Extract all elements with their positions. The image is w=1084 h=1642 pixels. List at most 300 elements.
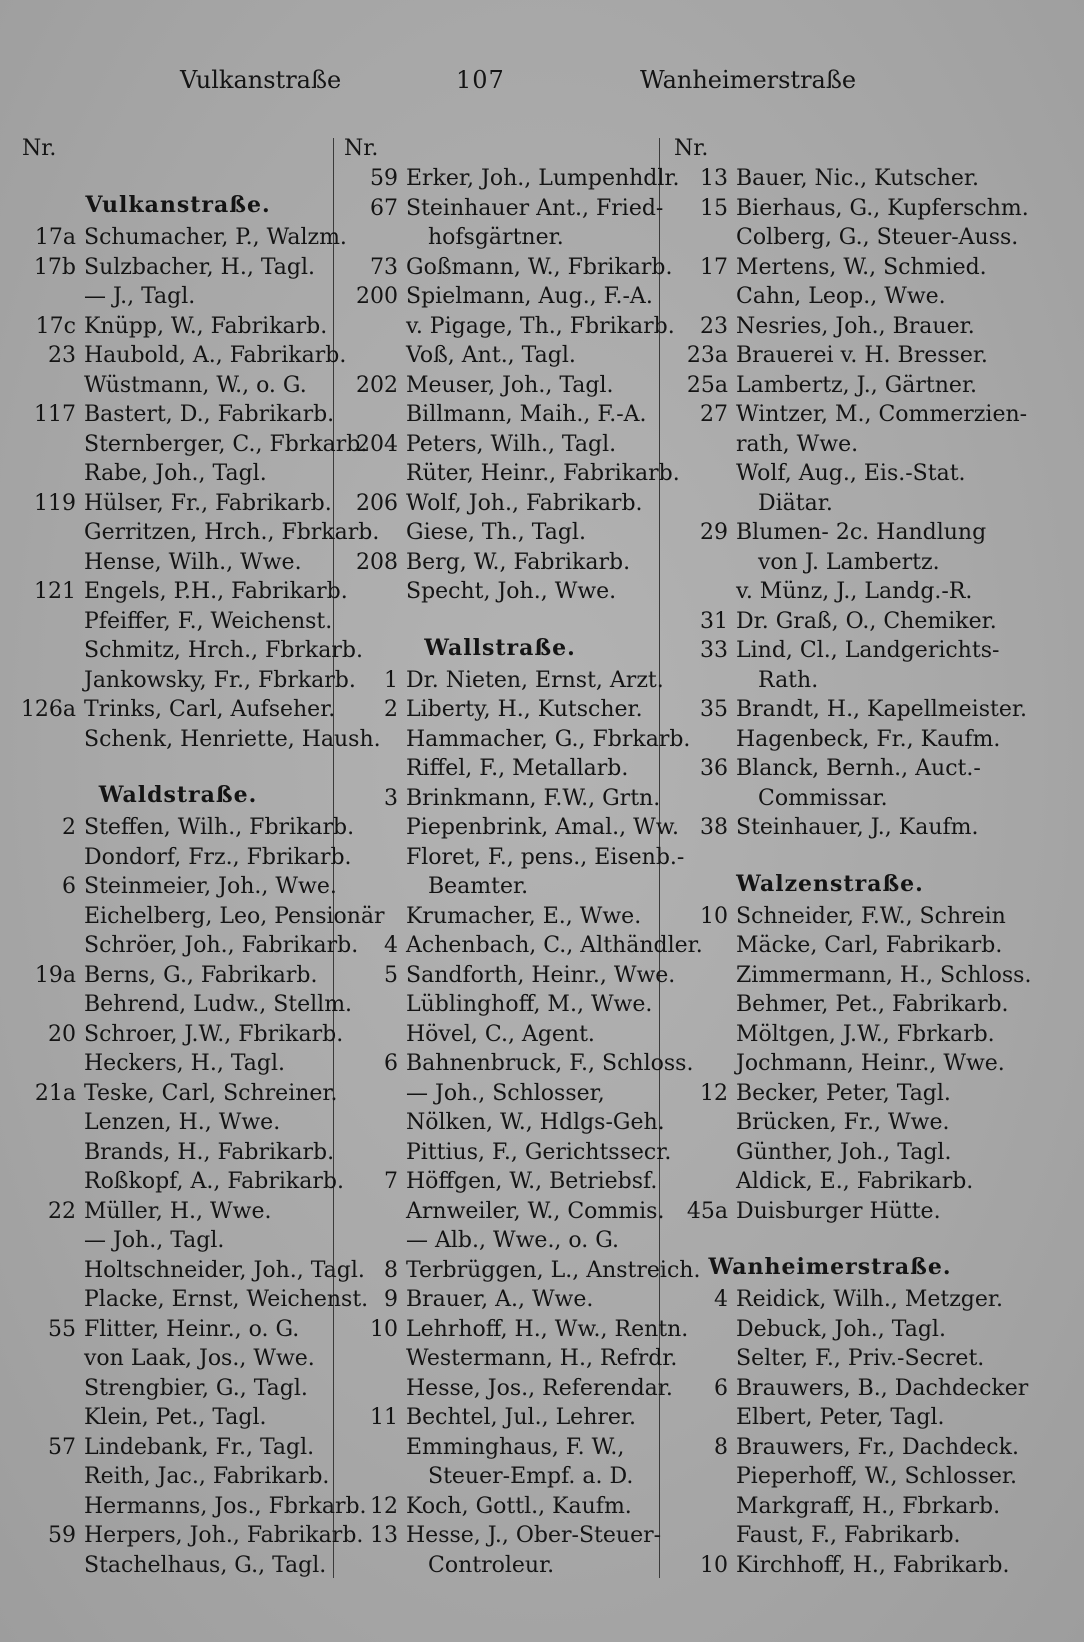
resident-entry: v. Münz, J., Landg.-R.: [736, 579, 973, 604]
resident-entry: Brauwers, Fr., Dachdeck.: [736, 1434, 1019, 1460]
resident-entry: Pfeiffer, F., Weichenst.: [84, 608, 333, 634]
house-number: 36: [700, 756, 728, 781]
resident-entry: Teske, Carl, Schreiner.: [84, 1080, 338, 1106]
resident-entry: — Joh., Tagl.: [84, 1228, 225, 1253]
directory-entry: [18, 489, 338, 519]
directory-entry: [670, 1462, 1018, 1492]
house-number: [670, 725, 736, 755]
house-number: 33: [700, 638, 728, 663]
house-number: 121: [34, 579, 76, 604]
house-number: [340, 341, 406, 371]
resident-entry: Controleur.: [428, 1552, 555, 1578]
directory-entry: [670, 813, 990, 843]
house-number: 10: [700, 1552, 728, 1578]
resident-entry: Bastert, D., Fabrikarb.: [84, 402, 335, 427]
house-number: [18, 1374, 84, 1404]
resident-entry: Sternberger, C., Fbrkarb.: [84, 431, 368, 457]
resident-entry: Hülser, Fr., Fabrikarb.: [84, 490, 332, 516]
page-header: [0, 66, 1084, 106]
resident-entry: Bechtel, Jul., Lehrer.: [406, 1405, 636, 1430]
house-number: 12: [370, 1493, 398, 1519]
house-number: 2: [384, 697, 398, 722]
house-number: [18, 1344, 84, 1374]
directory-entry: [340, 931, 703, 961]
running-head-right: Wanheimerstraße: [640, 66, 857, 94]
resident-entry: hofsgärtner.: [428, 225, 564, 250]
directory-entry: [18, 725, 381, 755]
directory-entry: [340, 430, 660, 460]
directory-entry: [18, 872, 338, 902]
house-number: [18, 843, 84, 873]
house-number: 17a: [34, 225, 76, 250]
directory-entry: [18, 1079, 338, 1109]
house-number: [18, 1551, 84, 1581]
resident-entry: Mertens, W., Schmied.: [736, 254, 987, 280]
resident-entry: Cahn, Leop., Wwe.: [736, 284, 946, 309]
resident-entry: Möltgen, J.W., Fbrkarb.: [736, 1021, 995, 1047]
directory-entry: [340, 577, 660, 607]
resident-entry: Placke, Ernst, Weichenst.: [84, 1287, 369, 1312]
resident-entry: Specht, Joh., Wwe.: [406, 579, 617, 604]
house-number: 55: [48, 1316, 76, 1342]
resident-entry: Schumacher, P., Walzm.: [84, 225, 347, 250]
directory-entry: [18, 1403, 338, 1433]
directory-entry: [18, 548, 338, 578]
house-number: [18, 725, 84, 755]
resident-entry: Terbrüggen, L., Anstreich.: [406, 1257, 701, 1283]
directory-entry: [340, 725, 691, 755]
house-number: [670, 577, 736, 607]
house-number: [18, 282, 84, 312]
directory-entry: [340, 282, 660, 312]
house-number: 200: [356, 284, 398, 309]
resident-entry: Lehrhoff, H., Ww., Rentn.: [406, 1316, 689, 1342]
directory-entry: [340, 1256, 701, 1286]
directory-entry: [340, 902, 660, 932]
directory-entry: [670, 1079, 990, 1109]
directory-entry: [340, 1020, 660, 1050]
resident-entry: Hagenbeck, Fr., Kaufm.: [736, 726, 1001, 752]
directory-entry: [340, 1315, 689, 1345]
resident-entry: Gerritzen, Hrch., Fbrkarb.: [84, 520, 380, 545]
house-number: [340, 902, 406, 932]
directory-entry: [670, 577, 990, 607]
directory-entry: [18, 1197, 338, 1227]
page-number: 107: [456, 66, 505, 94]
house-number: [18, 371, 84, 401]
house-number: 11: [370, 1405, 398, 1430]
resident-entry: Nesries, Joh., Brauer.: [736, 313, 975, 339]
house-number: [670, 931, 736, 961]
directory-entry: [340, 1433, 660, 1463]
directory-entry: [18, 931, 359, 961]
house-number: [18, 518, 84, 548]
house-number: [18, 430, 84, 460]
directory-entry: [670, 371, 990, 401]
directory-entry: [340, 1551, 660, 1581]
house-number: [340, 577, 406, 607]
directory-entry: [670, 282, 990, 312]
house-number: [18, 1403, 84, 1433]
resident-entry: Sulzbacher, H., Tagl.: [84, 254, 316, 280]
directory-entry: [670, 902, 1006, 932]
resident-entry: Roßkopf, A., Fabrikarb.: [84, 1169, 344, 1194]
directory-entry: [670, 990, 1009, 1020]
house-number: [670, 489, 736, 519]
resident-entry: Emminghaus, F. W.,: [406, 1434, 625, 1460]
directory-entry: [340, 518, 660, 548]
directory-entry: [340, 754, 660, 784]
house-number: [340, 223, 406, 253]
house-number: 21a: [34, 1080, 76, 1106]
directory-entry: [18, 1374, 338, 1404]
house-number: [18, 1167, 84, 1197]
resident-entry: Brandt, H., Kapellmeister.: [736, 697, 1027, 722]
directory-entry: [18, 1138, 338, 1168]
resident-entry: Rüter, Heinr., Fabrikarb.: [406, 461, 680, 486]
house-number: [670, 1049, 736, 1079]
directory-entry: [340, 1521, 660, 1551]
directory-entry: [340, 1167, 660, 1197]
resident-entry: Bierhaus, G., Kupferschm.: [736, 195, 1029, 221]
resident-entry: Lind, Cl., Landgerichts-: [736, 638, 1000, 663]
house-number: 13: [370, 1523, 398, 1548]
house-number: 9: [384, 1287, 398, 1312]
house-number: 13: [700, 166, 728, 191]
nr-column-label: Nr.: [22, 136, 57, 161]
directory-entry: [340, 1492, 660, 1522]
directory-entry: [18, 223, 347, 253]
directory-entry: [18, 1551, 338, 1581]
house-number: [18, 990, 84, 1020]
directory-entry: [340, 784, 660, 814]
house-number: [340, 1462, 406, 1492]
resident-entry: Haubold, A., Fabrikarb.: [84, 343, 347, 368]
resident-entry: Kirchhoff, H., Fabrikarb.: [736, 1552, 1010, 1578]
directory-entry: [670, 518, 990, 548]
house-number: [340, 1344, 406, 1374]
directory-entry: [340, 1403, 660, 1433]
resident-entry: Reith, Jac., Fabrikarb.: [84, 1464, 330, 1489]
resident-entry: von Laak, Jos., Wwe.: [84, 1346, 315, 1371]
directory-entry: [340, 1138, 672, 1168]
house-number: [340, 1374, 406, 1404]
directory-entry: [18, 1226, 338, 1256]
resident-entry: Knüpp, W., Fabrikarb.: [84, 313, 328, 339]
resident-entry: Riffel, F., Metallarb.: [406, 756, 629, 781]
house-number: [340, 1226, 406, 1256]
house-number: 4: [714, 1287, 728, 1312]
directory-entry: [18, 1049, 338, 1079]
directory-entry: [340, 813, 679, 843]
resident-entry: Engels, P.H., Fabrikarb.: [84, 579, 348, 604]
resident-entry: Brücken, Fr., Wwe.: [736, 1110, 950, 1135]
resident-entry: Debuck, Joh., Tagl.: [736, 1316, 946, 1342]
directory-entry: [340, 194, 664, 224]
house-number: 22: [48, 1198, 76, 1224]
directory-entry: [340, 341, 660, 371]
house-number: [340, 872, 406, 902]
resident-entry: Colberg, G., Steuer-Auss.: [736, 225, 1019, 250]
directory-entry: [18, 1462, 338, 1492]
resident-entry: Dr. Nieten, Ernst, Arzt.: [406, 667, 664, 693]
directory-entry: [340, 666, 664, 696]
directory-entry: [18, 1521, 364, 1551]
directory-entry: [340, 872, 660, 902]
resident-entry: Hesse, Jos., Referendar.: [406, 1375, 673, 1401]
resident-entry: Koch, Gottl., Kaufm.: [406, 1493, 632, 1519]
resident-entry: Stachelhaus, G., Tagl.: [84, 1552, 327, 1578]
house-number: 10: [700, 903, 728, 929]
street-heading: Walzenstraße.: [736, 870, 924, 897]
resident-entry: Rabe, Joh., Tagl.: [84, 461, 267, 486]
resident-entry: Hövel, C., Agent.: [406, 1021, 595, 1047]
directory-entry: [18, 400, 338, 430]
directory-entry: [670, 1108, 990, 1138]
house-number: [340, 518, 406, 548]
resident-entry: Klein, Pet., Tagl.: [84, 1405, 267, 1430]
street-heading: Waldstraße.: [98, 782, 258, 808]
directory-entry: [670, 1344, 990, 1374]
house-number: [670, 990, 736, 1020]
street-heading: Vulkanstraße.: [85, 192, 271, 218]
directory-entry: [18, 636, 363, 666]
resident-entry: Jochmann, Heinr., Wwe.: [736, 1051, 1005, 1076]
resident-entry: Lenzen, H., Wwe.: [84, 1110, 281, 1135]
directory-entry: [670, 1374, 1029, 1404]
resident-entry: Behmer, Pet., Fabrikarb.: [736, 992, 1009, 1017]
house-number: 119: [34, 490, 76, 516]
resident-entry: Dr. Graß, O., Chemiker.: [736, 608, 997, 634]
resident-entry: Heckers, H., Tagl.: [84, 1051, 286, 1076]
resident-entry: Sandforth, Heinr., Wwe.: [406, 962, 676, 988]
house-number: 208: [356, 549, 398, 575]
resident-entry: Schneider, F.W., Schrein: [736, 903, 1006, 929]
directory-entry: [18, 577, 348, 607]
house-number: [18, 1285, 84, 1315]
resident-entry: Strengbier, G., Tagl.: [84, 1375, 308, 1401]
house-number: [670, 223, 736, 253]
house-number: 17c: [35, 313, 76, 339]
running-head-left: Vulkanstraße: [180, 66, 342, 94]
directory-entry: [340, 1108, 665, 1138]
resident-entry: Achenbach, C., Althändler.: [406, 933, 703, 958]
directory-entry: [18, 1492, 367, 1522]
directory-entry: [340, 843, 685, 873]
resident-entry: Goßmann, W., Fbrikarb.: [406, 254, 673, 280]
house-number: [18, 902, 84, 932]
resident-entry: Höffgen, W., Betriebsf.: [406, 1169, 658, 1194]
directory-entry: [670, 666, 990, 696]
directory-entry: [18, 518, 380, 548]
directory-entry: [18, 607, 338, 637]
resident-entry: Schröer, Joh., Fabrikarb.: [84, 933, 359, 958]
house-number: [670, 1492, 736, 1522]
house-number: 6: [384, 1051, 398, 1076]
house-number: [340, 1197, 406, 1227]
house-number: 8: [714, 1434, 728, 1460]
resident-entry: Hermanns, Jos., Fbrkarb.: [84, 1493, 367, 1519]
house-number: 6: [62, 874, 76, 899]
house-number: [18, 1138, 84, 1168]
resident-entry: Erker, Joh., Lumpenhdlr.: [406, 166, 680, 191]
directory-entry: [670, 1285, 1003, 1315]
directory-entry: [18, 902, 385, 932]
resident-entry: Diätar.: [758, 490, 833, 516]
house-number: 202: [356, 372, 398, 398]
directory-entry: [340, 253, 673, 283]
resident-entry: Holtschneider, Joh., Tagl.: [84, 1257, 365, 1283]
resident-entry: Aldick, E., Fabrikarb.: [736, 1169, 974, 1194]
directory-entry: [18, 1108, 338, 1138]
house-number: [670, 1167, 736, 1197]
house-number: 27: [700, 402, 728, 427]
house-number: 10: [370, 1316, 398, 1342]
directory-entry: [340, 1226, 660, 1256]
directory-entry: [340, 961, 676, 991]
resident-entry: Blanck, Bernh., Auct.-: [736, 756, 981, 781]
directory-column-3: [670, 134, 1032, 1614]
house-number: 204: [356, 431, 398, 457]
nr-column-label: Nr.: [344, 136, 379, 161]
house-number: 12: [700, 1080, 728, 1106]
directory-entry: [670, 961, 1032, 991]
directory-entry: [340, 548, 660, 578]
house-number: [18, 1108, 84, 1138]
resident-entry: Berns, G., Fabrikarb.: [84, 962, 318, 988]
house-number: 15: [700, 195, 728, 221]
directory-entry: [18, 961, 338, 991]
house-number: [670, 1138, 736, 1168]
directory-entry: [340, 371, 660, 401]
house-number: [670, 282, 736, 312]
directory-entry: [18, 430, 368, 460]
directory-entry: [670, 1020, 995, 1050]
house-number: 17: [700, 254, 728, 280]
house-number: [670, 1108, 736, 1138]
house-number: [340, 754, 406, 784]
house-number: 206: [356, 490, 398, 516]
house-number: 2: [62, 815, 76, 840]
directory-entry: [18, 312, 338, 342]
house-number: 59: [370, 166, 398, 191]
directory-entry: [670, 1551, 1010, 1581]
resident-entry: Lüblinghoff, M., Wwe.: [406, 992, 653, 1017]
resident-entry: Behrend, Ludw., Stellm.: [84, 992, 353, 1017]
directory-entry: [18, 1167, 344, 1197]
house-number: [340, 400, 406, 430]
resident-entry: Faust, F., Fabrikarb.: [736, 1523, 961, 1548]
directory-entry: [340, 1079, 660, 1109]
house-number: [340, 459, 406, 489]
directory-entry: [670, 430, 990, 460]
resident-entry: Lindebank, Fr., Tagl.: [84, 1434, 315, 1460]
resident-entry: Billmann, Maih., F.-A.: [406, 402, 647, 427]
resident-entry: Dondorf, Frz., Fbrikarb.: [84, 844, 352, 870]
nr-column-label: Nr.: [674, 136, 709, 161]
house-number: [18, 607, 84, 637]
directory-entry: [18, 990, 353, 1020]
resident-entry: Schmitz, Hrch., Fbrkarb.: [84, 638, 363, 663]
resident-entry: Bahnenbruck, F., Schloss.: [406, 1051, 694, 1076]
house-number: [670, 666, 736, 696]
house-number: [18, 1256, 84, 1286]
resident-entry: Duisburger Hütte.: [736, 1198, 941, 1224]
resident-entry: Piepenbrink, Amal., Ww.: [406, 815, 679, 840]
directory-entry: [670, 459, 990, 489]
resident-entry: Schenk, Henriette, Haush.: [84, 726, 381, 752]
directory-entry: [670, 931, 1003, 961]
directory-entry: [670, 1492, 1001, 1522]
resident-entry: Hense, Wilh., Wwe.: [84, 549, 302, 575]
resident-entry: Brauerei v. H. Bresser.: [736, 343, 988, 368]
directory-entry: [18, 1285, 369, 1315]
house-number: [18, 1462, 84, 1492]
resident-entry: Nölken, W., Hdlgs-Geh.: [406, 1110, 665, 1135]
resident-entry: Brinkmann, F.W., Grtn.: [406, 785, 661, 811]
directory-entry: [340, 312, 675, 342]
house-number: [340, 1108, 406, 1138]
house-number: 20: [48, 1021, 76, 1047]
house-number: 17b: [33, 254, 76, 280]
resident-entry: Zimmermann, H., Schloss.: [736, 962, 1032, 988]
directory-entry: [18, 341, 347, 371]
directory-entry: [670, 194, 1029, 224]
directory-entry: [18, 371, 338, 401]
house-number: [670, 430, 736, 460]
directory-entry: [18, 843, 352, 873]
directory-entry: [18, 666, 356, 696]
resident-entry: Reidick, Wilh., Metzger.: [736, 1287, 1003, 1312]
directory-entry: [670, 1049, 1005, 1079]
house-number: [670, 1521, 736, 1551]
directory-entry: [670, 725, 1001, 755]
house-number: 38: [700, 815, 728, 840]
house-number: 7: [384, 1169, 398, 1194]
house-number: 117: [34, 402, 76, 427]
resident-entry: Günther, Joh., Tagl.: [736, 1139, 952, 1165]
directory-entry: [340, 1197, 665, 1227]
resident-entry: Müller, H., Wwe.: [84, 1198, 272, 1224]
directory-entry: [18, 1256, 365, 1286]
directory-entry: [340, 400, 660, 430]
resident-entry: Hesse, J., Ober-Steuer-: [406, 1523, 662, 1548]
house-number: 126a: [20, 697, 76, 722]
directory-entry: [670, 1433, 1019, 1463]
resident-entry: Schroer, J.W., Fbrikarb.: [84, 1021, 344, 1047]
directory-entry: [18, 1433, 338, 1463]
house-number: 19a: [34, 962, 76, 988]
resident-entry: Blumen- 2c. Handlung: [736, 520, 987, 545]
directory-entry: [670, 1403, 990, 1433]
directory-entry: [18, 459, 338, 489]
directory-entry: [670, 1197, 990, 1227]
resident-entry: Meuser, Joh., Tagl.: [406, 372, 614, 398]
directory-entry: [670, 695, 1027, 725]
house-number: 5: [384, 962, 398, 988]
resident-entry: Wolf, Aug., Eis.-Stat.: [736, 461, 966, 486]
resident-entry: — J., Tagl.: [84, 284, 196, 309]
directory-entry: [340, 1374, 673, 1404]
resident-entry: Eichelberg, Leo, Pensionär: [84, 903, 385, 929]
resident-entry: Wintzer, M., Commerzien-: [736, 402, 1028, 427]
directory-entry: [670, 223, 1019, 253]
house-number: [18, 1492, 84, 1522]
house-number: 57: [48, 1434, 76, 1460]
house-number: 25a: [686, 372, 728, 398]
house-number: [670, 1462, 736, 1492]
resident-entry: Steinmeier, Joh., Wwe.: [84, 874, 337, 899]
